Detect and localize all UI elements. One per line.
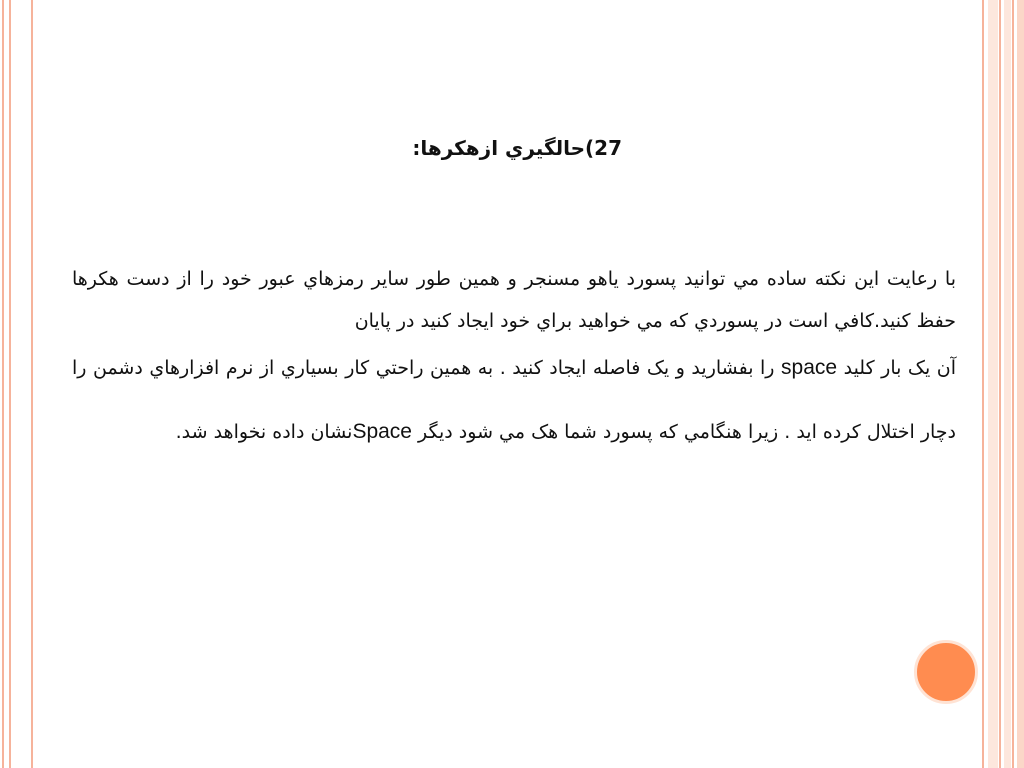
- stripe: [982, 0, 984, 768]
- paragraph-1: با رعايت اين نکته ساده مي توانيد پسورد ياهو مسنجر و همين طور ساير رمزهاي عبور خود را از دست هکرها حفظ کنيد.کافي است در پسوردي که مي خواهيد براي خود ايجاد کنيد در پايان: [72, 268, 956, 332]
- paragraph-2-part-2: را بفشاريد و يک فاصله ايجاد کنيد . به همين راحتي کار بسياري از نرم افزارهاي دشمن را دچار اختلال کرده ايد . زيرا هنگامي که پسورد شما هک مي شود ديگر: [72, 357, 956, 443]
- border-line: [31, 0, 33, 768]
- paragraph-2-part-3: نشان داده نخواهد شد.: [175, 421, 353, 443]
- decorative-circle: [914, 640, 978, 704]
- stripe: [1004, 0, 1011, 768]
- keyword-space: space: [781, 356, 838, 379]
- right-decorative-stripes: [982, 0, 1024, 768]
- stripe: [999, 0, 1001, 768]
- slide-title: 27)حالگيري ازهکرها:: [412, 136, 622, 160]
- border-line: [2, 0, 4, 768]
- stripe: [1017, 0, 1024, 768]
- slide-body: [72, 258, 956, 476]
- paragraph-2: [72, 336, 956, 464]
- paragraph-2-part-1: آن يک بار کليد: [843, 357, 956, 379]
- stripe: [988, 0, 998, 768]
- keyword-space-capital: Space: [352, 420, 412, 443]
- border-line: [9, 0, 11, 768]
- stripe: [1012, 0, 1014, 768]
- left-border-frame: [0, 0, 33, 768]
